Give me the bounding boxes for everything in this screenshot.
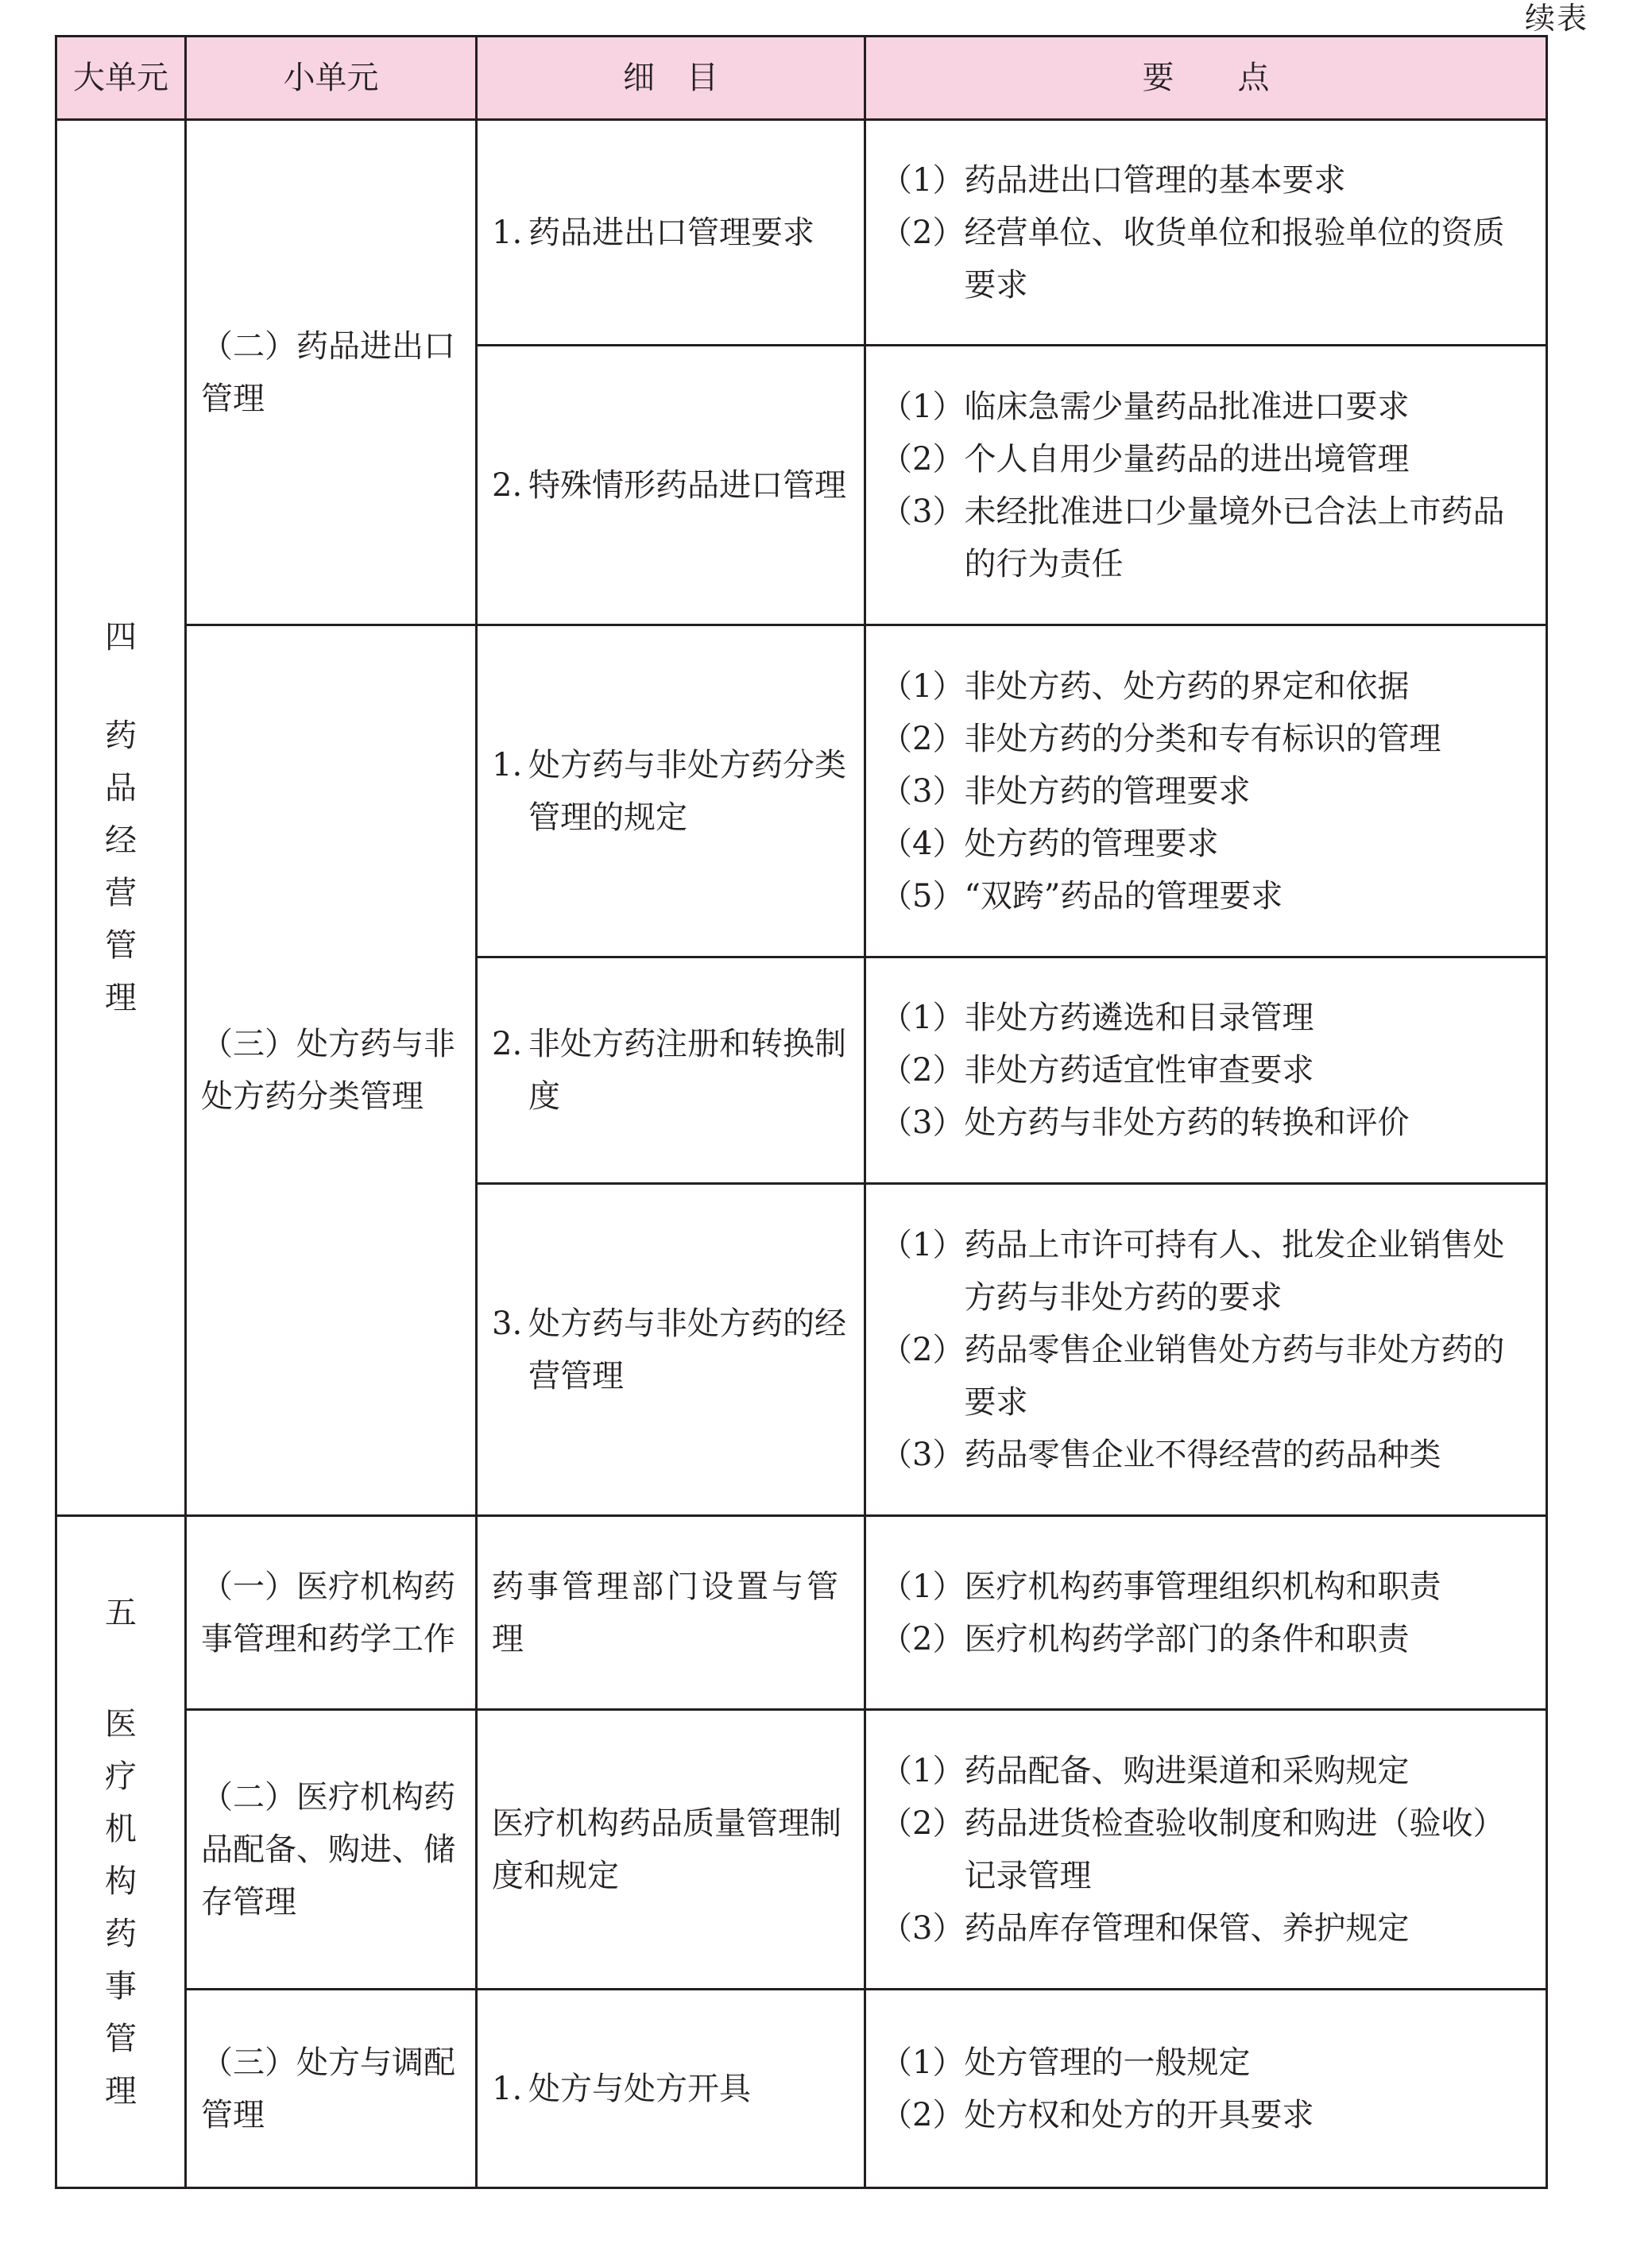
col-header-item: 细 目 bbox=[477, 37, 865, 120]
points-cell bbox=[865, 957, 1547, 1184]
point-number: （2） bbox=[880, 214, 965, 251]
major-unit-name-char: 机 bbox=[105, 1810, 137, 1847]
point-item bbox=[880, 1097, 1531, 1149]
detail-number: 1. bbox=[492, 2070, 523, 2107]
table-row bbox=[56, 120, 1547, 346]
detail-number: 2. bbox=[492, 1026, 523, 1062]
point-item bbox=[880, 485, 1531, 590]
point-item bbox=[880, 1902, 1531, 1955]
points-cell bbox=[865, 625, 1547, 957]
major-unit-name-char: 事 bbox=[105, 1967, 137, 2005]
detail-text: 处方药与非处方药分类管理的规定 bbox=[528, 746, 846, 836]
point-text: 药品配备、购进渠道和采购规定 bbox=[964, 1752, 1410, 1789]
point-text: 未经批准进口少量境外已合法上市药品的行为责任 bbox=[964, 493, 1505, 582]
point-text: 个人自用少量药品的进出境管理 bbox=[964, 440, 1410, 478]
detail-cell bbox=[477, 346, 865, 625]
detail-cell bbox=[477, 957, 865, 1184]
major-unit-name-char: 营 bbox=[105, 875, 137, 911]
point-text: 处方药与非处方药的转换和评价 bbox=[964, 1104, 1410, 1141]
major-unit-name-char: 药 bbox=[105, 1915, 137, 1952]
point-number: （2） bbox=[880, 1331, 965, 1368]
major-unit-cell bbox=[56, 1516, 186, 2188]
point-number: （1） bbox=[880, 1226, 965, 1263]
point-text: 临床急需少量药品批准进口要求 bbox=[964, 388, 1410, 425]
minor-unit-cell: （二）医疗机构药品配备、购进、储存管理 bbox=[186, 1710, 477, 1990]
point-text: 药品零售企业不得经营的药品种类 bbox=[964, 1436, 1441, 1473]
point-text: 经营单位、收货单位和报验单位的资质要求 bbox=[964, 214, 1505, 304]
point-item bbox=[880, 1324, 1531, 1429]
table-row bbox=[56, 1710, 1547, 1990]
major-unit-name-char: 经 bbox=[105, 822, 137, 859]
point-item bbox=[880, 1797, 1531, 1902]
minor-unit-cell: （三）处方药与非处方药分类管理 bbox=[186, 625, 477, 1516]
point-number: （1） bbox=[880, 667, 965, 705]
point-item bbox=[880, 870, 1531, 922]
detail-text: 特殊情形药品进口管理 bbox=[528, 466, 846, 504]
detail-text: 处方与处方开具 bbox=[528, 2070, 751, 2107]
point-text: 非处方药遴选和目录管理 bbox=[964, 1000, 1314, 1036]
point-number: （3） bbox=[880, 1104, 965, 1141]
major-unit-number: 五 bbox=[105, 1594, 137, 1631]
detail-cell bbox=[477, 120, 865, 346]
point-text: 医疗机构药学部门的条件和职责 bbox=[964, 1620, 1410, 1657]
point-item bbox=[880, 1745, 1531, 1797]
point-number: （2） bbox=[880, 2096, 965, 2133]
point-text: 药品零售企业销售处方药与非处方药的要求 bbox=[964, 1331, 1505, 1421]
detail-text: 药品进出口管理要求 bbox=[528, 214, 814, 251]
point-item bbox=[880, 1613, 1531, 1665]
point-number: （2） bbox=[880, 1804, 965, 1842]
point-number: （1） bbox=[880, 161, 965, 199]
point-text: “双跨”药品的管理要求 bbox=[964, 877, 1283, 915]
point-number: （4） bbox=[880, 825, 965, 862]
point-number: （1） bbox=[880, 1568, 965, 1605]
point-item bbox=[880, 381, 1531, 433]
point-number: （1） bbox=[880, 2044, 965, 2081]
point-item bbox=[880, 207, 1531, 311]
major-unit-name-char: 疗 bbox=[105, 1758, 137, 1795]
major-unit-name-char: 构 bbox=[105, 1862, 137, 1900]
point-item bbox=[880, 2036, 1531, 2089]
point-text: 非处方药的分类和专有标识的管理 bbox=[964, 720, 1441, 757]
detail-number: 3. bbox=[492, 1305, 523, 1342]
major-unit-name-char: 医 bbox=[105, 1705, 137, 1742]
point-number: （1） bbox=[880, 1752, 965, 1789]
table-row bbox=[56, 1990, 1547, 2188]
point-text: 药品库存管理和保管、养护规定 bbox=[964, 1909, 1410, 1947]
point-text: 药品进货检查验收制度和购进（验收）记录管理 bbox=[964, 1804, 1505, 1894]
detail-number: 1. bbox=[492, 214, 523, 251]
detail-number: 1. bbox=[492, 746, 523, 783]
points-cell bbox=[865, 1184, 1547, 1516]
point-item bbox=[880, 1219, 1531, 1324]
point-item bbox=[880, 713, 1531, 765]
major-unit-name-char: 理 bbox=[105, 2072, 137, 2110]
point-item bbox=[880, 154, 1531, 207]
detail-cell bbox=[477, 1990, 865, 2188]
table-header-row bbox=[56, 37, 1547, 120]
points-cell bbox=[865, 346, 1547, 625]
major-unit-name-char: 品 bbox=[105, 770, 137, 806]
major-unit-name-char: 管 bbox=[105, 2020, 137, 2057]
point-number: （2） bbox=[880, 1052, 965, 1089]
point-number: （2） bbox=[880, 440, 965, 478]
points-cell bbox=[865, 1710, 1547, 1990]
point-number: （2） bbox=[880, 1620, 965, 1657]
minor-unit-cell: （二）药品进出口管理 bbox=[186, 120, 477, 625]
point-item bbox=[880, 660, 1531, 713]
detail-cell bbox=[477, 1516, 865, 1710]
point-text: 药品进出口管理的基本要求 bbox=[964, 161, 1346, 199]
point-number: （5） bbox=[880, 877, 965, 915]
point-item bbox=[880, 1044, 1531, 1097]
point-text: 非处方药、处方药的界定和依据 bbox=[964, 667, 1410, 705]
point-number: （3） bbox=[880, 772, 965, 810]
detail-cell bbox=[477, 1710, 865, 1990]
point-text: 药品上市许可持有人、批发企业销售处方药与非处方药的要求 bbox=[964, 1226, 1505, 1316]
major-unit-name-char: 理 bbox=[105, 980, 137, 1016]
point-text: 处方权和处方的开具要求 bbox=[964, 2096, 1314, 2133]
point-item bbox=[880, 1429, 1531, 1481]
point-item bbox=[880, 1561, 1531, 1613]
point-text: 医疗机构药事管理组织机构和职责 bbox=[964, 1568, 1441, 1605]
point-item bbox=[880, 433, 1531, 485]
detail-cell bbox=[477, 625, 865, 957]
minor-unit-cell: （一）医疗机构药事管理和药学工作 bbox=[186, 1516, 477, 1710]
point-number: （3） bbox=[880, 1909, 965, 1947]
point-text: 处方管理的一般规定 bbox=[964, 2044, 1251, 2081]
point-number: （3） bbox=[880, 1436, 965, 1473]
point-item bbox=[880, 2089, 1531, 2141]
minor-unit-cell: （三）处方与调配管理 bbox=[186, 1990, 477, 2188]
major-unit-name-char: 管 bbox=[105, 927, 137, 964]
major-unit-name-char: 药 bbox=[105, 718, 137, 754]
points-cell bbox=[865, 120, 1547, 346]
point-item bbox=[880, 818, 1531, 870]
major-unit-cell bbox=[56, 120, 186, 1516]
col-header-minor-unit: 小单元 bbox=[186, 37, 477, 120]
detail-number: 2. bbox=[492, 466, 523, 504]
point-number: （1） bbox=[880, 388, 965, 425]
point-number: （1） bbox=[880, 1000, 965, 1036]
col-header-key-points: 要 点 bbox=[865, 37, 1547, 120]
continued-label: 续表 bbox=[1524, 1, 1588, 36]
detail-text: 医疗机构药品质量管理制度和规定 bbox=[492, 1804, 841, 1894]
major-unit-number: 四 bbox=[105, 619, 137, 656]
points-cell bbox=[865, 1516, 1547, 1710]
point-number: （3） bbox=[880, 493, 965, 530]
point-item bbox=[880, 992, 1531, 1044]
point-item bbox=[880, 765, 1531, 818]
point-number: （2） bbox=[880, 720, 965, 757]
detail-text: 处方药与非处方药的经营管理 bbox=[528, 1305, 846, 1394]
detail-text: 药事管理部门设置与管理 bbox=[492, 1568, 841, 1657]
points-cell bbox=[865, 1990, 1547, 2188]
table-row bbox=[56, 1516, 1547, 1710]
table-row bbox=[56, 625, 1547, 957]
point-text: 非处方药的管理要求 bbox=[964, 772, 1251, 810]
col-header-major-unit: 大单元 bbox=[56, 37, 186, 120]
point-text: 处方药的管理要求 bbox=[964, 825, 1219, 862]
syllabus-table bbox=[55, 35, 1548, 2189]
detail-cell bbox=[477, 1184, 865, 1516]
detail-text: 非处方药注册和转换制度 bbox=[528, 1026, 846, 1115]
point-text: 非处方药适宜性审查要求 bbox=[964, 1052, 1314, 1089]
